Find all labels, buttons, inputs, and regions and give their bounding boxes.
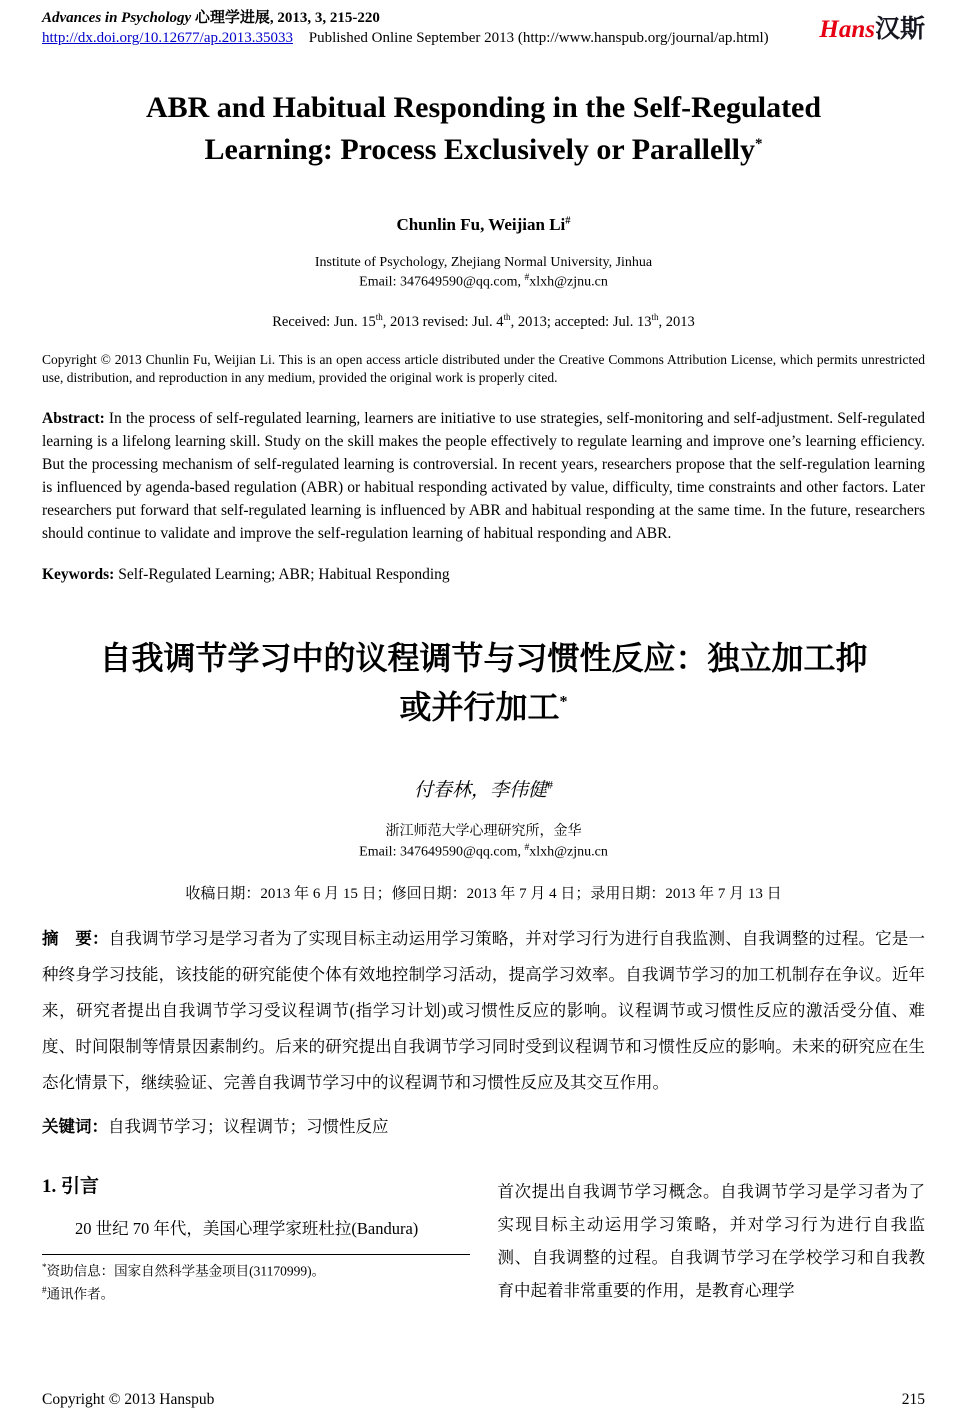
doi-link[interactable]: http://dx.doi.org/10.12677/ap.2013.35033 <box>42 30 293 47</box>
chinese-keywords-label: 关键词： <box>42 1116 108 1136</box>
received-seg: , 2013 <box>658 314 695 331</box>
right-column <box>498 1171 926 1307</box>
page-footer <box>42 1391 925 1409</box>
doi-line <box>42 28 769 48</box>
journal-header-left <box>42 8 769 49</box>
published-online-text: Published Online September 2013 (http://www.hanspub.org/journal/ap.html) <box>308 30 769 47</box>
english-title-line2: Learning: Process Exclusively or Parallelly <box>204 132 755 166</box>
ordinal-sup: th <box>651 312 659 323</box>
journal-volume-info: 心理学进展, 2013, 3, 215-220 <box>194 10 380 26</box>
body-two-column-section <box>42 1171 925 1307</box>
received-line <box>42 312 925 331</box>
chinese-affiliation: 浙江师范大学心理研究所，金华 <box>385 823 582 839</box>
abstract-text: In the process of self-regulated learning, learners are initiative to use strategies, self-monitoring and self-adjustment. Self-regulated learning is a lifelong learning skill. Study on the skill makes the people effectively to regulate learning and improve one’s learning efficiency. But the processing mechanism of self-regulated learning is controversial. In recent years, researchers propose that the self-regulation learning is influenced by agenda-based regulation (ABR) or habitual responding activated by value, difficulty, time constraints and other factors. Later researchers put forward that self-regulated learning is influenced by ABR and habitual responding at the same time. In the future, researchers should continue to validate and improve the self-regulation learning of habitual responding and ABR. <box>42 409 925 542</box>
journal-name: Advances in Psychology <box>42 10 192 26</box>
chinese-authors <box>42 775 925 802</box>
ordinal-sup: th <box>503 312 511 323</box>
keywords-text: Self-Regulated Learning; ABR; Habitual Responding <box>114 565 450 583</box>
chinese-abstract-text: 自我调节学习是学习者为了实现目标主动运用学习策略，并对学习行为进行自我监测、自我调整的过程。它是一种终身学习技能，该技能的研究能使个体有效地控制学习活动，提高学习效率。自我调节学习的加工机制存在争议。近年来，研究者提出自我调节学习受议程调节(指学习计划)或习惯性反应的影响。议程调节或习惯性反应的激活受分值、难度、时间限制等情景因素制约。后来的研究提出自我调节学习同时受到议程调节和习惯性反应的影响。未来的研究应在生态化情景下，继续验证、完善自我调节学习中的议程调节和习惯性反应及其交互作用。 <box>42 928 926 1092</box>
english-affiliation-block <box>42 253 925 293</box>
intro-paragraph-left: 20 世纪 70 年代，美国心理学家班杜拉(Bandura) <box>75 1218 419 1238</box>
intro-paragraph-right: 首次提出自我调节学习概念。自我调节学习是学习者为了实现目标主动运用学习策略，并对学习行为进行自我监测、自我调整的过程。自我调节学习在学校学习和自我教育中起着非常重要的作用，是教育心理学 <box>497 1181 925 1300</box>
journal-header <box>42 8 925 49</box>
chinese-affiliation-block <box>42 822 925 862</box>
footnote-corresponding-text: 通讯作者。 <box>46 1286 115 1302</box>
chinese-abstract-label: 摘 要： <box>42 928 109 948</box>
chinese-title <box>42 634 925 733</box>
email-prefix: Email: 347649590@qq.com, <box>359 844 525 860</box>
english-title-line1: ABR and Habitual Responding in the Self-Regulated <box>145 90 822 124</box>
email-prefix: Email: 347649590@qq.com, <box>359 274 525 290</box>
footnote-asterisk-marker: * <box>42 1262 47 1273</box>
chinese-title-line2: 或并行加工 <box>399 689 560 726</box>
keywords-label: Keywords: <box>42 565 115 583</box>
chinese-received-line: 收稿日期：2013 年 6 月 15 日；修回日期：2013 年 7 月 4 日；录用日期：2013 年 7 月 13 日 <box>185 885 782 902</box>
english-title <box>42 87 925 171</box>
english-affiliation: Institute of Psychology, Zhejiang Normal University, Jinhua <box>314 254 653 270</box>
section-heading-introduction: 1. 引言 <box>42 1175 100 1197</box>
footer-copyright: Copyright © 2013 Hanspub <box>42 1391 215 1408</box>
english-abstract <box>42 407 925 545</box>
english-keywords <box>42 566 925 584</box>
page-number: 215 <box>901 1391 925 1408</box>
english-authors <box>42 215 925 235</box>
chinese-authors-names: 付春林，李伟健 <box>414 779 548 801</box>
abstract-label: Abstract: <box>42 409 105 427</box>
chinese-email-line <box>42 842 925 862</box>
footnote-funding-text: 资助信息：国家自然科学基金项目(31170999)。 <box>46 1263 326 1279</box>
footnote-corresponding <box>42 1283 470 1305</box>
received-seg: , 2013 revised: Jul. 4 <box>382 314 504 331</box>
hans-logo-latin: Hans <box>819 16 875 43</box>
footnote-funding <box>42 1260 470 1282</box>
email-hash-marker: # <box>524 842 530 853</box>
chinese-keywords-text: 自我调节学习；议程调节；习惯性反应 <box>108 1116 389 1136</box>
email-suffix: xlxh@zjnu.cn <box>529 274 608 290</box>
journal-line <box>42 8 769 28</box>
ordinal-sup: th <box>375 312 383 323</box>
copyright-notice: Copyright © 2013 Chunlin Fu, Weijian Li. This is an open access article distributed under the Creative Commons Attribution License, which permits unrestricted use, distribution, and reproduction in any medium, provided the original work is properly cited. <box>42 352 925 385</box>
title-footnote-marker: * <box>755 135 763 152</box>
chinese-title-footnote-marker: * <box>559 693 568 711</box>
received-seg: Received: Jun. 15 <box>272 314 376 331</box>
chinese-keywords <box>42 1113 925 1137</box>
footnote-block <box>42 1254 470 1305</box>
corresponding-author-marker: # <box>565 214 571 226</box>
chinese-abstract <box>42 921 925 1101</box>
chinese-corresponding-marker: # <box>547 778 553 792</box>
received-seg: , 2013; accepted: Jul. 13 <box>510 314 652 331</box>
email-suffix: xlxh@zjnu.cn <box>529 844 608 860</box>
english-authors-names: Chunlin Fu, Weijian Li <box>396 214 566 234</box>
hans-logo <box>819 8 925 45</box>
email-hash-marker: # <box>524 273 530 284</box>
english-email-line <box>42 272 925 292</box>
footnote-hash-marker: # <box>42 1284 47 1295</box>
left-column <box>42 1171 470 1307</box>
hans-logo-hanzi: 汉斯 <box>874 16 925 43</box>
chinese-title-line1: 自我调节学习中的议程调节与习惯性反应：独立加工抑 <box>99 639 868 676</box>
